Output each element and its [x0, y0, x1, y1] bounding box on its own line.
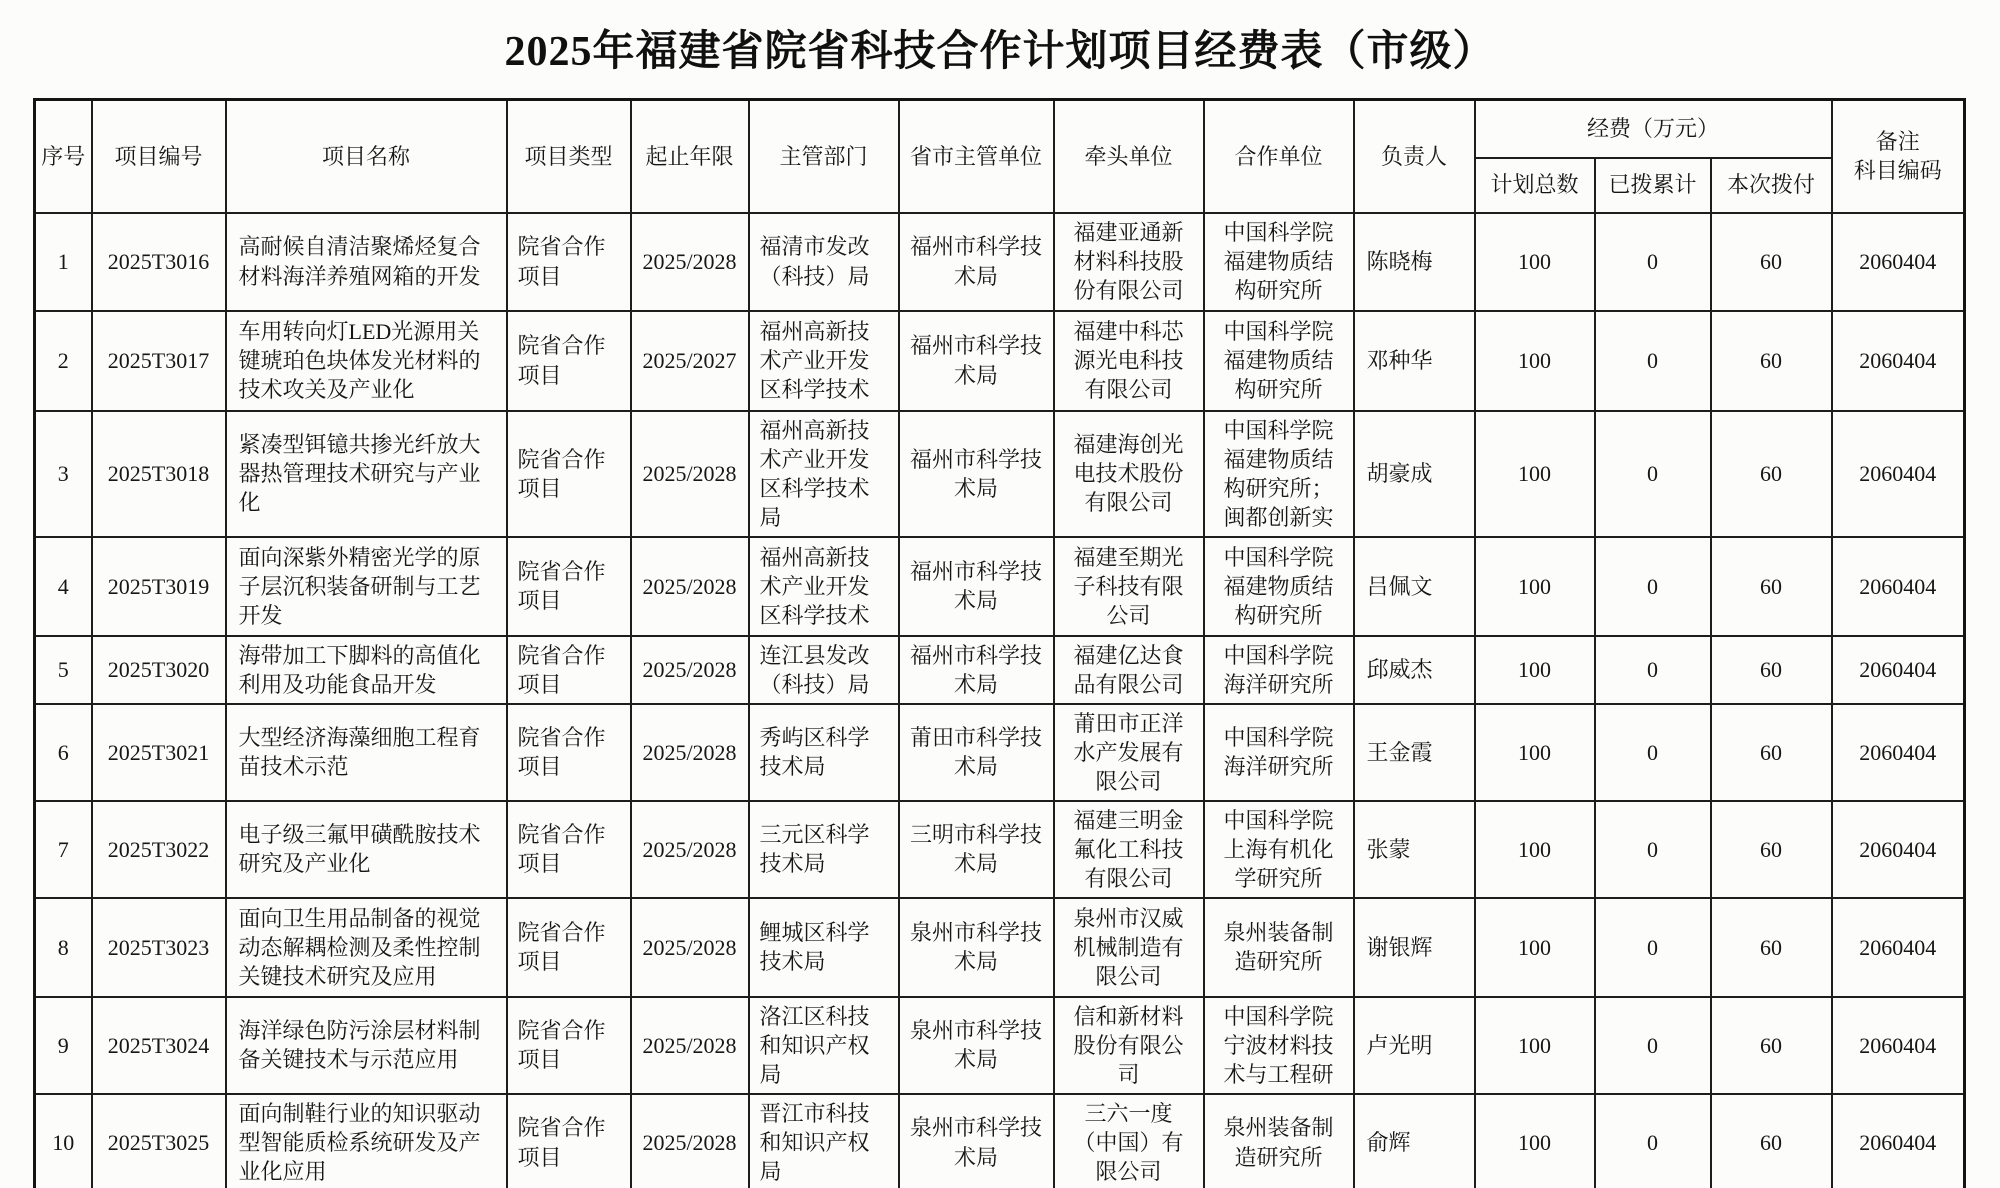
cell-lead: 福建中科芯源光电科技有限公司 — [1054, 311, 1204, 411]
cell-paid: 0 — [1595, 898, 1711, 997]
cell-current: 60 — [1711, 801, 1832, 898]
cell-leader: 陈晓梅 — [1354, 213, 1475, 311]
cell-lead: 福建至期光子科技有限公司 — [1054, 537, 1204, 636]
cell-name: 车用转向灯LED光源用关键琥珀色块体发光材料的技术攻关及产业化 — [226, 311, 507, 411]
header-funds-current: 本次拨付 — [1711, 158, 1832, 213]
cell-paid: 0 — [1595, 997, 1711, 1094]
header-project-no: 项目编号 — [92, 100, 226, 213]
cell-no: 2025T3020 — [92, 636, 226, 704]
cell-code: 2060404 — [1832, 537, 1965, 636]
cell-code: 2060404 — [1832, 213, 1965, 311]
cell-coop: 中国科学院福建物质结构研究所 — [1204, 213, 1354, 311]
table-row — [35, 311, 1965, 411]
cell-current: 60 — [1711, 311, 1832, 411]
cell-years: 2025/2028 — [631, 411, 749, 537]
cell-plan: 100 — [1475, 997, 1595, 1094]
cell-no: 2025T3017 — [92, 311, 226, 411]
cell-type: 院省合作项目 — [507, 801, 631, 898]
header-leader: 负责人 — [1354, 100, 1475, 213]
cell-code: 2060404 — [1832, 311, 1965, 411]
cell-coop: 中国科学院宁波材料技术与工程研 — [1204, 997, 1354, 1094]
cell-paid: 0 — [1595, 213, 1711, 311]
cell-years: 2025/2028 — [631, 801, 749, 898]
cell-coop: 中国科学院福建物质结构研究所 — [1204, 311, 1354, 411]
cell-type: 院省合作项目 — [507, 1094, 631, 1188]
cell-paid: 0 — [1595, 704, 1711, 801]
cell-city: 福州市科学技术局 — [899, 636, 1054, 704]
cell-type: 院省合作项目 — [507, 898, 631, 997]
page-title: 2025年福建省院省科技合作计划项目经费表（市级） — [504, 29, 1496, 75]
cell-code: 2060404 — [1832, 801, 1965, 898]
cell-name: 电子级三氟甲磺酰胺技术研究及产业化 — [226, 801, 507, 898]
cell-type: 院省合作项目 — [507, 311, 631, 411]
cell-leader: 胡豪成 — [1354, 411, 1475, 537]
header-remark — [1832, 100, 1965, 213]
cell-seq: 10 — [35, 1094, 92, 1188]
cell-no: 2025T3019 — [92, 537, 226, 636]
cell-years: 2025/2028 — [631, 898, 749, 997]
header-seq: 序号 — [35, 100, 92, 213]
header-dept: 主管部门 — [749, 100, 899, 213]
cell-coop: 泉州装备制造研究所 — [1204, 1094, 1354, 1188]
cell-paid: 0 — [1595, 537, 1711, 636]
cell-name: 高耐候自清洁聚烯烃复合材料海洋养殖网箱的开发 — [226, 213, 507, 311]
cell-paid: 0 — [1595, 801, 1711, 898]
cell-plan: 100 — [1475, 311, 1595, 411]
cell-city: 三明市科学技术局 — [899, 801, 1054, 898]
cell-years: 2025/2028 — [631, 1094, 749, 1188]
table-row — [35, 213, 1965, 311]
header-remark-line1: 备注 — [1875, 128, 1920, 154]
cell-seq: 1 — [35, 213, 92, 311]
cell-lead: 莆田市正洋水产发展有限公司 — [1054, 704, 1204, 801]
cell-seq: 6 — [35, 704, 92, 801]
cell-seq: 3 — [35, 411, 92, 537]
header-project-name: 项目名称 — [226, 100, 507, 213]
cell-city: 泉州市科学技术局 — [899, 898, 1054, 997]
cell-no: 2025T3023 — [92, 898, 226, 997]
cell-type: 院省合作项目 — [507, 213, 631, 311]
cell-coop: 中国科学院上海有机化学研究所 — [1204, 801, 1354, 898]
cell-paid: 0 — [1595, 636, 1711, 704]
cell-city: 福州市科学技术局 — [899, 311, 1054, 411]
cell-years: 2025/2028 — [631, 997, 749, 1094]
header-project-type: 项目类型 — [507, 100, 631, 213]
cell-seq: 8 — [35, 898, 92, 997]
funding-table — [33, 98, 1966, 1188]
cell-leader: 吕佩文 — [1354, 537, 1475, 636]
cell-current: 60 — [1711, 898, 1832, 997]
cell-name: 大型经济海藻细胞工程育苗技术示范 — [226, 704, 507, 801]
table-header — [35, 100, 1965, 213]
cell-name: 面向卫生用品制备的视觉动态解耦检测及柔性控制关键技术研究及应用 — [226, 898, 507, 997]
cell-dept: 鲤城区科学技术局 — [749, 898, 899, 997]
cell-years: 2025/2028 — [631, 213, 749, 311]
cell-lead: 信和新材料股份有限公司 — [1054, 997, 1204, 1094]
cell-paid: 0 — [1595, 411, 1711, 537]
cell-code: 2060404 — [1832, 411, 1965, 537]
cell-city: 莆田市科学技术局 — [899, 704, 1054, 801]
cell-current: 60 — [1711, 213, 1832, 311]
header-city-dept: 省市主管单位 — [899, 100, 1054, 213]
cell-dept: 福州高新技术产业开发区科学技术 — [749, 311, 899, 411]
cell-type: 院省合作项目 — [507, 636, 631, 704]
cell-plan: 100 — [1475, 411, 1595, 537]
table-row — [35, 636, 1965, 704]
cell-leader: 谢银辉 — [1354, 898, 1475, 997]
cell-lead: 福建三明金氟化工科技有限公司 — [1054, 801, 1204, 898]
cell-name: 面向制鞋行业的知识驱动型智能质检系统研发及产业化应用 — [226, 1094, 507, 1188]
cell-seq: 4 — [35, 537, 92, 636]
cell-seq: 2 — [35, 311, 92, 411]
cell-seq: 5 — [35, 636, 92, 704]
cell-dept: 福州高新技术产业开发区科学技术 — [749, 537, 899, 636]
cell-code: 2060404 — [1832, 636, 1965, 704]
table-row — [35, 801, 1965, 898]
cell-current: 60 — [1711, 636, 1832, 704]
cell-dept: 福州高新技术产业开发区科学技术局 — [749, 411, 899, 537]
table-body — [35, 213, 1965, 1188]
cell-dept: 福清市发改（科技）局 — [749, 213, 899, 311]
cell-no: 2025T3022 — [92, 801, 226, 898]
cell-plan: 100 — [1475, 213, 1595, 311]
cell-paid: 0 — [1595, 311, 1711, 411]
cell-plan: 100 — [1475, 801, 1595, 898]
cell-current: 60 — [1711, 537, 1832, 636]
cell-years: 2025/2028 — [631, 704, 749, 801]
cell-no: 2025T3018 — [92, 411, 226, 537]
cell-dept: 晋江市科技和知识产权局 — [749, 1094, 899, 1188]
header-funds-plan: 计划总数 — [1475, 158, 1595, 213]
cell-current: 60 — [1711, 997, 1832, 1094]
cell-coop: 泉州装备制造研究所 — [1204, 898, 1354, 997]
cell-no: 2025T3021 — [92, 704, 226, 801]
cell-leader: 卢光明 — [1354, 997, 1475, 1094]
cell-plan: 100 — [1475, 537, 1595, 636]
cell-current: 60 — [1711, 704, 1832, 801]
header-duration: 起止年限 — [631, 100, 749, 213]
header-funds-group: 经费（万元） — [1475, 100, 1832, 158]
cell-code: 2060404 — [1832, 704, 1965, 801]
table-row — [35, 537, 1965, 636]
cell-plan: 100 — [1475, 1094, 1595, 1188]
table-row — [35, 1094, 1965, 1188]
cell-no: 2025T3024 — [92, 997, 226, 1094]
cell-name: 海带加工下脚料的高值化利用及功能食品开发 — [226, 636, 507, 704]
cell-name: 紧凑型铒镱共掺光纤放大器热管理技术研究与产业化 — [226, 411, 507, 537]
header-lead-unit: 牵头单位 — [1054, 100, 1204, 213]
cell-lead: 泉州市汉威机械制造有限公司 — [1054, 898, 1204, 997]
cell-lead: 福建海创光电技术股份有限公司 — [1054, 411, 1204, 537]
cell-plan: 100 — [1475, 704, 1595, 801]
table-row — [35, 704, 1965, 801]
cell-current: 60 — [1711, 1094, 1832, 1188]
cell-plan: 100 — [1475, 898, 1595, 997]
cell-leader: 王金霞 — [1354, 704, 1475, 801]
cell-leader: 邱威杰 — [1354, 636, 1475, 704]
cell-type: 院省合作项目 — [507, 411, 631, 537]
cell-lead: 三六一度（中国）有限公司 — [1054, 1094, 1204, 1188]
table-row — [35, 411, 1965, 537]
cell-leader: 张蒙 — [1354, 801, 1475, 898]
header-remark-line2: 科目编码 — [1853, 158, 1942, 184]
cell-years: 2025/2028 — [631, 537, 749, 636]
cell-city: 泉州市科学技术局 — [899, 1094, 1054, 1188]
cell-current: 60 — [1711, 411, 1832, 537]
table-row — [35, 997, 1965, 1094]
cell-dept: 秀屿区科学技术局 — [749, 704, 899, 801]
cell-coop: 中国科学院海洋研究所 — [1204, 636, 1354, 704]
cell-name: 面向深紫外精密光学的原子层沉积装备研制与工艺开发 — [226, 537, 507, 636]
cell-city: 福州市科学技术局 — [899, 411, 1054, 537]
cell-lead: 福建亚通新材料科技股份有限公司 — [1054, 213, 1204, 311]
cell-name: 海洋绿色防污涂层材料制备关键技术与示范应用 — [226, 997, 507, 1094]
cell-leader: 邓种华 — [1354, 311, 1475, 411]
table-row — [35, 898, 1965, 997]
cell-no: 2025T3016 — [92, 213, 226, 311]
cell-city: 泉州市科学技术局 — [899, 997, 1054, 1094]
cell-type: 院省合作项目 — [507, 537, 631, 636]
cell-years: 2025/2028 — [631, 636, 749, 704]
cell-years: 2025/2027 — [631, 311, 749, 411]
cell-paid: 0 — [1595, 1094, 1711, 1188]
cell-city: 福州市科学技术局 — [899, 537, 1054, 636]
cell-type: 院省合作项目 — [507, 704, 631, 801]
cell-city: 福州市科学技术局 — [899, 213, 1054, 311]
cell-code: 2060404 — [1832, 898, 1965, 997]
cell-seq: 7 — [35, 801, 92, 898]
cell-coop: 中国科学院福建物质结构研究所 — [1204, 537, 1354, 636]
cell-code: 2060404 — [1832, 997, 1965, 1094]
header-funds-allocated: 已拨累计 — [1595, 158, 1711, 213]
header-coop-unit: 合作单位 — [1204, 100, 1354, 213]
cell-seq: 9 — [35, 997, 92, 1094]
cell-dept: 洛江区科技和知识产权局 — [749, 997, 899, 1094]
cell-lead: 福建亿达食品有限公司 — [1054, 636, 1204, 704]
cell-no: 2025T3025 — [92, 1094, 226, 1188]
cell-dept: 连江县发改（科技）局 — [749, 636, 899, 704]
cell-type: 院省合作项目 — [507, 997, 631, 1094]
cell-code: 2060404 — [1832, 1094, 1965, 1188]
cell-dept: 三元区科学技术局 — [749, 801, 899, 898]
cell-coop: 中国科学院海洋研究所 — [1204, 704, 1354, 801]
cell-coop: 中国科学院福建物质结构研究所；闽都创新实 — [1204, 411, 1354, 537]
cell-leader: 俞辉 — [1354, 1094, 1475, 1188]
cell-plan: 100 — [1475, 636, 1595, 704]
